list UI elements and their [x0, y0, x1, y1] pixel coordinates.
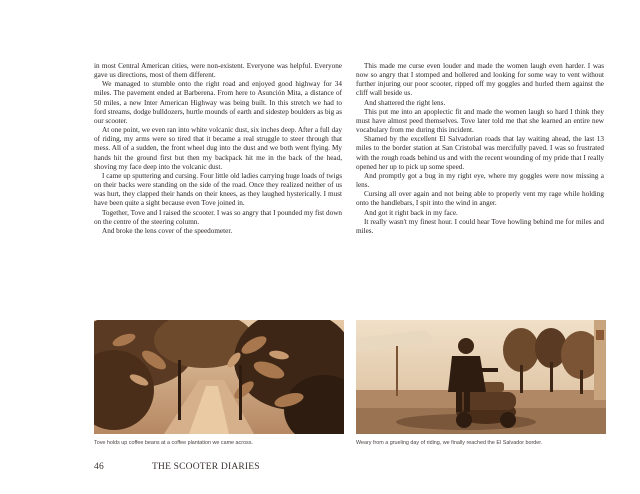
- right-text-column: [356, 62, 604, 236]
- scooter-border-photo: [356, 320, 606, 434]
- photo-caption: Weary from a grueling day of riding, we finally reached the El Salvador border.: [356, 440, 543, 446]
- left-text-column: [94, 62, 342, 236]
- page-footer: [94, 462, 260, 472]
- coffee-plantation-photo: [94, 320, 344, 434]
- photo-caption: Tove holds up coffee beans at a coffee plantation we came across.: [94, 440, 253, 446]
- paragraph: And shattered the right lens.: [364, 98, 446, 107]
- paragraph: And broke the lens cover of the speedometer.: [102, 226, 233, 235]
- paragraph: Shamed by the excellent El Salvadorian roads that lay waiting ahead, the last 13 miles to the border station at San Cristobal was mercifully paved. I was so frustrated with the rough roads behind us and with the recent wounding of my pride that I really opened her up to pick up some speed.: [356, 135, 604, 171]
- book-title: THE SCOOTER DIARIES: [152, 462, 260, 472]
- paragraph: in most Central American cities, were non-existent. Everyone was helpful. Everyone gave us directions, most of them different.: [94, 62, 342, 80]
- paragraph: At one point, we even ran into white volcanic dust, six inches deep. After a full day of riding, my arms were so tired that it became a real struggle to steer through that mess. All of a sudden, the front wheel dug into the dust and we both went flying. My hands hit the ground first but then my backpack hit me in the back of the head, shoving my face deep into the volcanic dust.: [94, 126, 342, 171]
- paragraph: Cursing all over again and not being able to properly vent my rage while holding onto the handlebars, I spit into the wind in anger.: [356, 190, 604, 208]
- paragraph: And got it right back in my face.: [364, 208, 458, 217]
- paragraph: We managed to stumble onto the right road and enjoyed good highway for 34 miles. The pavement ended at Barberena. From here to Asunción Mita, a distance of 50 miles, a new Inter American Highway was being built. In this stretch we had to ford streams, dodge bulldozers, hurtle mounds of earth and sidestep boulders as big as our scooter.: [94, 80, 342, 125]
- paragraph: This put me into an apoplectic fit and made the women laugh so hard I think they must have almost peed themselves. Tove later told me that she learned an entire new vocabulary from me during this incident.: [356, 107, 604, 135]
- page-number: 46: [94, 462, 104, 472]
- paragraph: Together, Tove and I raised the scooter. I was so angry that I pounded my fist down on the centre of the steering column.: [94, 208, 342, 226]
- paragraph: I came up sputtering and cursing. Four little old ladies carrying huge loads of twigs on their backs were standing on the side of the road. Once they realized neither of us was hurt, they clapped their hands on their knees, as they laughed hysterically. I must have been quite a sight because even Tove joined in.: [94, 171, 342, 208]
- paragraph: And promptly got a bug in my right eye, where my goggles were now missing a lens.: [356, 171, 604, 190]
- paragraph: This made me curse even louder and made the women laugh even harder. I was now so angry that I stomped and hollered and looking for some way to vent without further injuring our poor scooter, ripped off my goggles and hurled them against the cliff wall beside us.: [356, 62, 604, 98]
- paragraph: It really wasn't my finest hour. I could hear Tove howling behind me for miles and miles.: [356, 217, 604, 235]
